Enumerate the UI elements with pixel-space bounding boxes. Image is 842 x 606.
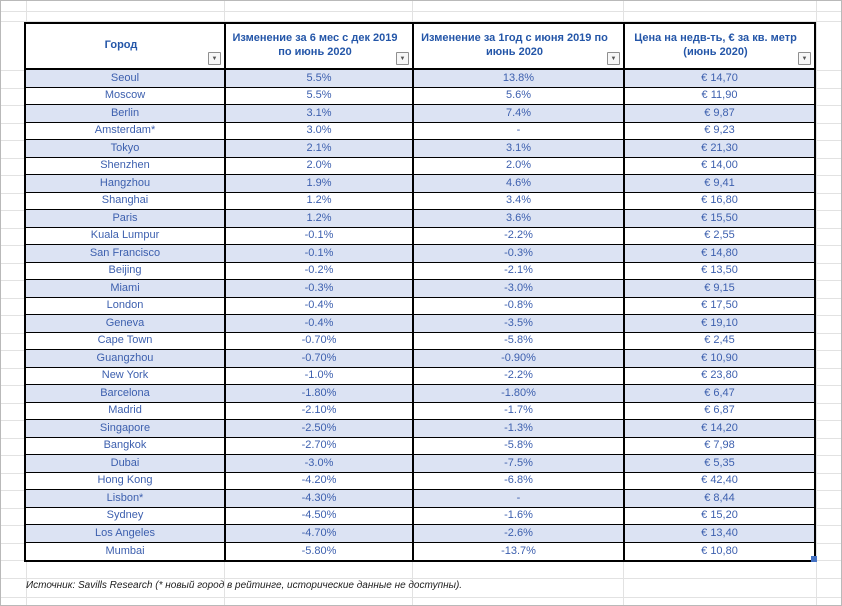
change-6m-cell[interactable]: 2.0% bbox=[226, 158, 414, 176]
change-1y-cell[interactable]: -1.80% bbox=[414, 385, 625, 403]
city-cell[interactable]: Beijing bbox=[26, 263, 226, 281]
change-1y-cell[interactable]: - bbox=[414, 123, 625, 141]
change-1y-cell[interactable]: -6.8% bbox=[414, 473, 625, 491]
price-cell[interactable]: € 19,10 bbox=[625, 315, 814, 333]
price-cell[interactable]: € 2,55 bbox=[625, 228, 814, 246]
sheet-gridline bbox=[816, 1, 817, 606]
price-cell[interactable]: € 11,90 bbox=[625, 88, 814, 106]
change-1y-cell[interactable]: 5.6% bbox=[414, 88, 625, 106]
city-price-table bbox=[24, 22, 816, 562]
change-6m-cell[interactable]: -4.20% bbox=[226, 473, 414, 491]
table-row bbox=[26, 490, 814, 508]
table-row bbox=[26, 508, 814, 526]
table-row bbox=[26, 140, 814, 158]
change-1y-cell[interactable]: -1.7% bbox=[414, 403, 625, 421]
table-row bbox=[26, 385, 814, 403]
change-1y-cell[interactable]: -7.5% bbox=[414, 455, 625, 473]
change-1y-cell[interactable]: -13.7% bbox=[414, 543, 625, 561]
change-6m-cell[interactable]: -1.80% bbox=[226, 385, 414, 403]
change-1y-cell[interactable]: -5.8% bbox=[414, 333, 625, 351]
city-cell[interactable]: Barcelona bbox=[26, 385, 226, 403]
table-row bbox=[26, 158, 814, 176]
price-cell[interactable]: € 9,15 bbox=[625, 280, 814, 298]
price-cell[interactable]: € 10,90 bbox=[625, 350, 814, 368]
price-cell[interactable]: € 7,98 bbox=[625, 438, 814, 456]
change-1y-cell[interactable]: -3.0% bbox=[414, 280, 625, 298]
table-row bbox=[26, 105, 814, 123]
column-filter-button[interactable] bbox=[607, 52, 620, 65]
table-row bbox=[26, 245, 814, 263]
change-6m-cell[interactable]: -4.70% bbox=[226, 525, 414, 543]
city-cell[interactable]: New York bbox=[26, 368, 226, 386]
change-6m-cell[interactable]: -5.80% bbox=[226, 543, 414, 561]
city-cell[interactable]: Berlin bbox=[26, 105, 226, 123]
city-cell[interactable]: Singapore bbox=[26, 420, 226, 438]
city-cell[interactable]: Sydney bbox=[26, 508, 226, 526]
price-cell[interactable]: € 8,44 bbox=[625, 490, 814, 508]
change-1y-cell[interactable]: -2.2% bbox=[414, 228, 625, 246]
column-header-label: Цена на недв-ть, € за кв. метр (июнь 2020) bbox=[634, 32, 797, 58]
city-cell[interactable]: Seoul bbox=[26, 70, 226, 88]
city-cell[interactable]: Amsterdam* bbox=[26, 123, 226, 141]
table-row bbox=[26, 350, 814, 368]
change-6m-cell[interactable]: 3.0% bbox=[226, 123, 414, 141]
table-row bbox=[26, 88, 814, 106]
change-1y-cell[interactable]: 4.6% bbox=[414, 175, 625, 193]
change-1y-cell[interactable]: -2.2% bbox=[414, 368, 625, 386]
filter-dropdown-icon: ▼ bbox=[610, 55, 617, 62]
price-cell[interactable]: € 13,50 bbox=[625, 263, 814, 281]
column-header-label: Изменение за 6 мес с дек 2019 по июнь 2020 bbox=[232, 32, 398, 58]
change-6m-cell[interactable]: -0.4% bbox=[226, 298, 414, 316]
change-6m-cell[interactable]: -1.0% bbox=[226, 368, 414, 386]
table-row bbox=[26, 403, 814, 421]
change-6m-cell[interactable]: -2.50% bbox=[226, 420, 414, 438]
price-cell[interactable]: € 9,23 bbox=[625, 123, 814, 141]
table-resize-handle[interactable] bbox=[811, 556, 817, 562]
table-row bbox=[26, 420, 814, 438]
price-cell[interactable]: € 6,87 bbox=[625, 403, 814, 421]
filter-dropdown-icon: ▼ bbox=[399, 55, 406, 62]
price-cell[interactable]: € 14,20 bbox=[625, 420, 814, 438]
price-cell[interactable]: € 42,40 bbox=[625, 473, 814, 491]
column-filter-button[interactable] bbox=[798, 52, 811, 65]
price-cell[interactable]: € 23,80 bbox=[625, 368, 814, 386]
price-cell[interactable]: € 5,35 bbox=[625, 455, 814, 473]
price-cell[interactable]: € 6,47 bbox=[625, 385, 814, 403]
table-row bbox=[26, 473, 814, 491]
change-1y-cell[interactable]: 7.4% bbox=[414, 105, 625, 123]
price-cell[interactable]: € 16,80 bbox=[625, 193, 814, 211]
table-row bbox=[26, 280, 814, 298]
table-row bbox=[26, 438, 814, 456]
city-cell[interactable]: Lisbon* bbox=[26, 490, 226, 508]
column-header-label: Изменение за 1год с июня 2019 по июнь 2020 bbox=[421, 32, 608, 58]
sheet-gridline bbox=[1, 11, 842, 12]
city-cell[interactable]: Madrid bbox=[26, 403, 226, 421]
change-1y-cell[interactable]: -5.8% bbox=[414, 438, 625, 456]
price-cell[interactable]: € 14,70 bbox=[625, 70, 814, 88]
change-6m-cell[interactable]: -0.4% bbox=[226, 315, 414, 333]
change-6m-cell[interactable]: 1.2% bbox=[226, 193, 414, 211]
table-row bbox=[26, 455, 814, 473]
city-cell[interactable]: Bangkok bbox=[26, 438, 226, 456]
change-1y-cell[interactable]: 2.0% bbox=[414, 158, 625, 176]
city-cell[interactable]: Tokyo bbox=[26, 140, 226, 158]
change-1y-cell[interactable]: -1.3% bbox=[414, 420, 625, 438]
change-6m-cell[interactable]: -0.1% bbox=[226, 228, 414, 246]
column-filter-button[interactable] bbox=[396, 52, 409, 65]
change-1y-cell[interactable]: -0.8% bbox=[414, 298, 625, 316]
table-row bbox=[26, 543, 814, 561]
city-cell[interactable]: Cape Town bbox=[26, 333, 226, 351]
table-row bbox=[26, 123, 814, 141]
price-cell[interactable]: € 15,20 bbox=[625, 508, 814, 526]
column-header-change-6m bbox=[226, 24, 414, 70]
column-header-city bbox=[26, 24, 226, 70]
filter-dropdown-icon: ▼ bbox=[211, 55, 218, 62]
table-row bbox=[26, 368, 814, 386]
change-6m-cell[interactable]: -0.70% bbox=[226, 350, 414, 368]
city-cell[interactable]: Hangzhou bbox=[26, 175, 226, 193]
price-cell[interactable]: € 21,30 bbox=[625, 140, 814, 158]
table-header-row bbox=[26, 24, 814, 70]
city-cell[interactable]: Dubai bbox=[26, 455, 226, 473]
city-cell[interactable]: Shanghai bbox=[26, 193, 226, 211]
change-6m-cell[interactable]: 5.5% bbox=[226, 88, 414, 106]
change-1y-cell[interactable]: 3.4% bbox=[414, 193, 625, 211]
table-row bbox=[26, 228, 814, 246]
change-6m-cell[interactable]: -4.50% bbox=[226, 508, 414, 526]
table-row bbox=[26, 210, 814, 228]
table-row bbox=[26, 333, 814, 351]
price-cell[interactable]: € 14,00 bbox=[625, 158, 814, 176]
price-cell[interactable]: € 9,41 bbox=[625, 175, 814, 193]
city-cell[interactable]: London bbox=[26, 298, 226, 316]
city-cell[interactable]: Paris bbox=[26, 210, 226, 228]
change-6m-cell[interactable]: -0.2% bbox=[226, 263, 414, 281]
column-header-change-1y bbox=[414, 24, 625, 70]
sheet-gridline bbox=[1, 578, 842, 579]
filter-dropdown-icon: ▼ bbox=[801, 55, 808, 62]
price-cell[interactable]: € 2,45 bbox=[625, 333, 814, 351]
change-1y-cell[interactable]: -2.6% bbox=[414, 525, 625, 543]
city-cell[interactable]: Miami bbox=[26, 280, 226, 298]
change-6m-cell[interactable]: 5.5% bbox=[226, 70, 414, 88]
table-row bbox=[26, 263, 814, 281]
change-6m-cell[interactable]: 2.1% bbox=[226, 140, 414, 158]
city-cell[interactable]: Shenzhen bbox=[26, 158, 226, 176]
city-cell[interactable]: Moscow bbox=[26, 88, 226, 106]
change-6m-cell[interactable]: 1.9% bbox=[226, 175, 414, 193]
change-6m-cell[interactable]: -4.30% bbox=[226, 490, 414, 508]
change-6m-cell[interactable]: -0.1% bbox=[226, 245, 414, 263]
city-cell[interactable]: Geneva bbox=[26, 315, 226, 333]
price-cell[interactable]: € 14,80 bbox=[625, 245, 814, 263]
table-row bbox=[26, 315, 814, 333]
change-6m-cell[interactable]: -2.70% bbox=[226, 438, 414, 456]
change-6m-cell[interactable]: 1.2% bbox=[226, 210, 414, 228]
city-cell[interactable]: San Francisco bbox=[26, 245, 226, 263]
table-row bbox=[26, 193, 814, 211]
price-cell[interactable]: € 17,50 bbox=[625, 298, 814, 316]
city-cell[interactable]: Hong Kong bbox=[26, 473, 226, 491]
price-cell[interactable]: € 13,40 bbox=[625, 525, 814, 543]
change-1y-cell[interactable]: 3.6% bbox=[414, 210, 625, 228]
change-6m-cell[interactable]: 3.1% bbox=[226, 105, 414, 123]
table-row bbox=[26, 298, 814, 316]
city-cell[interactable]: Guangzhou bbox=[26, 350, 226, 368]
change-1y-cell[interactable]: -3.5% bbox=[414, 315, 625, 333]
column-header-price bbox=[625, 24, 814, 70]
price-cell[interactable]: € 10,80 bbox=[625, 543, 814, 561]
change-6m-cell[interactable]: -0.3% bbox=[226, 280, 414, 298]
change-1y-cell[interactable]: 3.1% bbox=[414, 140, 625, 158]
change-1y-cell[interactable]: -0.3% bbox=[414, 245, 625, 263]
change-1y-cell[interactable]: 13.8% bbox=[414, 70, 625, 88]
change-6m-cell[interactable]: -2.10% bbox=[226, 403, 414, 421]
change-6m-cell[interactable]: -3.0% bbox=[226, 455, 414, 473]
table-row bbox=[26, 175, 814, 193]
table-body bbox=[26, 70, 814, 560]
change-6m-cell[interactable]: -0.70% bbox=[226, 333, 414, 351]
change-1y-cell[interactable]: -2.1% bbox=[414, 263, 625, 281]
table-row bbox=[26, 70, 814, 88]
change-1y-cell[interactable]: -0.90% bbox=[414, 350, 625, 368]
city-cell[interactable]: Mumbai bbox=[26, 543, 226, 561]
source-note: Источник: Savills Research (* новый город в рейтинге, исторические данные не доступны). bbox=[26, 580, 463, 591]
sheet-gridline bbox=[1, 597, 842, 598]
price-cell[interactable]: € 9,87 bbox=[625, 105, 814, 123]
city-cell[interactable]: Kuala Lumpur bbox=[26, 228, 226, 246]
city-cell[interactable]: Los Angeles bbox=[26, 525, 226, 543]
table-row bbox=[26, 525, 814, 543]
column-header-label: Город bbox=[104, 39, 138, 52]
change-1y-cell[interactable]: -1.6% bbox=[414, 508, 625, 526]
change-1y-cell[interactable]: - bbox=[414, 490, 625, 508]
price-cell[interactable]: € 15,50 bbox=[625, 210, 814, 228]
column-filter-button[interactable] bbox=[208, 52, 221, 65]
